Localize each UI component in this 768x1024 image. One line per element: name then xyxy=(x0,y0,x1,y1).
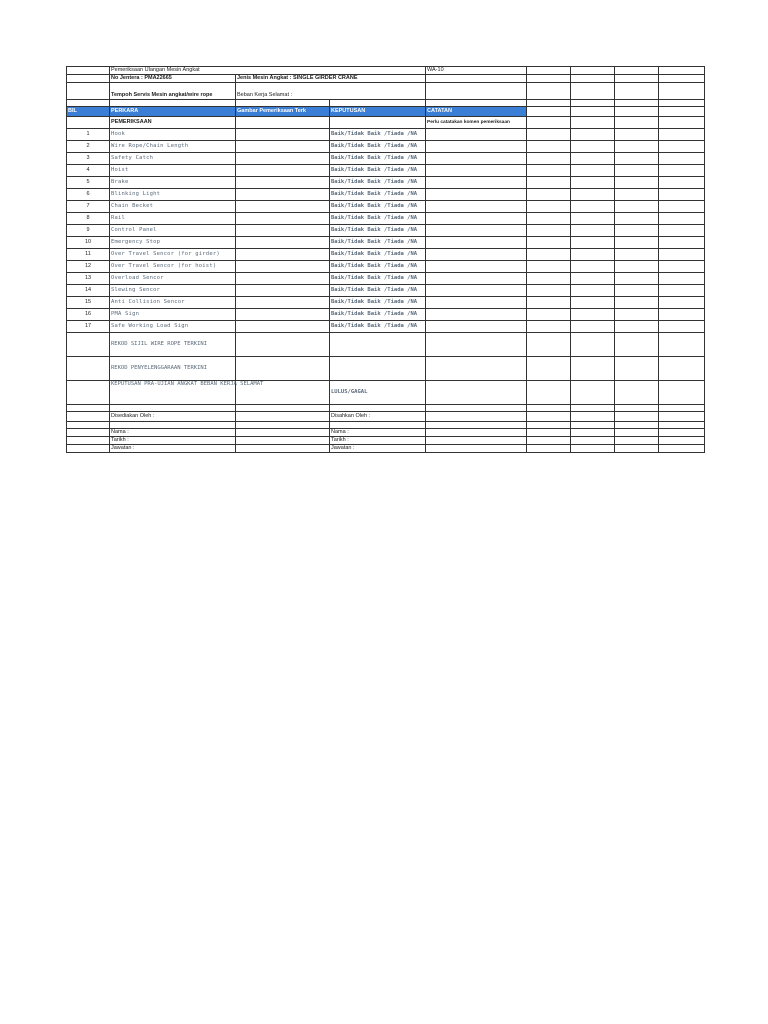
item-number: 13 xyxy=(67,273,110,285)
empty-cell xyxy=(615,165,659,177)
item-result: Baik/Tidak Baik /Tiada /NA xyxy=(330,297,426,309)
inspection-item-row xyxy=(67,201,705,213)
item-name: Over Travel Sencor (for girder) xyxy=(110,249,236,261)
item-result: Baik/Tidak Baik /Tiada /NA xyxy=(330,261,426,273)
item-note-cell xyxy=(426,249,527,261)
record-wire-rope-row xyxy=(67,333,705,357)
subheader-pemeriksaan: PEMERIKSAAN xyxy=(110,117,236,129)
empty-cell xyxy=(527,237,571,249)
empty-cell xyxy=(659,153,705,165)
item-number: 2 xyxy=(67,141,110,153)
empty-cell xyxy=(615,321,659,333)
item-result: Baik/Tidak Baik /Tiada /NA xyxy=(330,189,426,201)
item-number: 8 xyxy=(67,213,110,225)
header-catatan: CATATAN xyxy=(426,107,527,117)
item-number: 11 xyxy=(67,249,110,261)
empty-cell xyxy=(527,309,571,321)
name-left-label: Nama : xyxy=(110,429,236,437)
empty-cell xyxy=(527,189,571,201)
item-number: 12 xyxy=(67,261,110,273)
decision-label: KEPUTUSAN PRA-UJIAN ANGKAT BEBAN KERJA SELAMAT xyxy=(110,381,236,405)
date-right-label: Tarikh : xyxy=(330,437,426,445)
item-result: Baik/Tidak Baik /Tiada /NA xyxy=(330,141,426,153)
empty-cell xyxy=(659,249,705,261)
empty-cell xyxy=(615,201,659,213)
spacer-row xyxy=(67,100,705,107)
item-photo-cell xyxy=(236,189,330,201)
item-note-cell xyxy=(426,309,527,321)
empty-cell xyxy=(571,261,615,273)
empty-cell xyxy=(615,141,659,153)
item-name: Chain Becket xyxy=(110,201,236,213)
empty-cell xyxy=(527,165,571,177)
item-name: Hook xyxy=(110,129,236,141)
decision-value: LULUS/GAGAL xyxy=(330,381,426,405)
empty-cell xyxy=(571,225,615,237)
empty-cell xyxy=(527,177,571,189)
empty-cell xyxy=(615,225,659,237)
empty-cell xyxy=(615,129,659,141)
prepared-by-label: Disediakan Oleh : xyxy=(110,412,236,422)
spacer-row xyxy=(67,405,705,412)
item-name: Slewing Sencor xyxy=(110,285,236,297)
empty-cell xyxy=(571,153,615,165)
empty-cell xyxy=(615,285,659,297)
machine-type: Jenis Mesin Angkat : SINGLE GIRDER CRANE xyxy=(236,75,426,83)
item-name: Over Travel Sencor (for hoist) xyxy=(110,261,236,273)
empty-cell xyxy=(571,189,615,201)
decision-row xyxy=(67,381,705,405)
inspection-item-row xyxy=(67,249,705,261)
empty-cell xyxy=(571,273,615,285)
empty-cell xyxy=(527,261,571,273)
inspection-item-row xyxy=(67,129,705,141)
empty-cell xyxy=(527,201,571,213)
empty-cell xyxy=(659,165,705,177)
item-result: Baik/Tidak Baik /Tiada /NA xyxy=(330,321,426,333)
item-note-cell xyxy=(426,285,527,297)
item-photo-cell xyxy=(236,165,330,177)
item-name: Overload Sencor xyxy=(110,273,236,285)
item-note-cell xyxy=(426,153,527,165)
empty-cell xyxy=(615,261,659,273)
empty-cell xyxy=(527,213,571,225)
empty-cell xyxy=(527,297,571,309)
empty-cell xyxy=(527,141,571,153)
item-note-cell xyxy=(426,237,527,249)
item-note-cell xyxy=(426,225,527,237)
item-photo-cell xyxy=(236,141,330,153)
empty-cell xyxy=(659,189,705,201)
doc-code: WA-10 xyxy=(426,67,527,75)
inspection-item-row xyxy=(67,309,705,321)
empty-cell xyxy=(571,141,615,153)
item-photo-cell xyxy=(236,249,330,261)
empty-cell xyxy=(615,189,659,201)
position-left-label: Jawatan : xyxy=(110,445,236,453)
empty-cell xyxy=(659,297,705,309)
item-number: 15 xyxy=(67,297,110,309)
empty-cell xyxy=(659,201,705,213)
item-note-cell xyxy=(426,201,527,213)
item-result: Baik/Tidak Baik /Tiada /NA xyxy=(330,309,426,321)
item-photo-cell xyxy=(236,201,330,213)
empty-cell xyxy=(615,273,659,285)
empty-cell xyxy=(659,273,705,285)
empty-cell xyxy=(615,297,659,309)
safe-load: Beban Kerja Selamat : xyxy=(236,83,426,100)
item-result: Baik/Tidak Baik /Tiada /NA xyxy=(330,285,426,297)
item-number: 10 xyxy=(67,237,110,249)
machine-row xyxy=(67,75,705,83)
item-number: 1 xyxy=(67,129,110,141)
empty-cell xyxy=(571,249,615,261)
column-header-row xyxy=(67,107,705,117)
empty-cell xyxy=(527,249,571,261)
empty-cell xyxy=(527,129,571,141)
header-keputusan: KEPUTUSAN xyxy=(330,107,426,117)
empty-cell xyxy=(659,177,705,189)
inspection-item-row xyxy=(67,213,705,225)
item-number: 7 xyxy=(67,201,110,213)
item-result: Baik/Tidak Baik /Tiada /NA xyxy=(330,213,426,225)
machine-number: No Jentera : PMA22665 xyxy=(110,75,236,83)
item-photo-cell xyxy=(236,129,330,141)
empty-cell xyxy=(659,129,705,141)
item-number: 4 xyxy=(67,165,110,177)
header-bil: BIL xyxy=(67,107,110,117)
item-number: 3 xyxy=(67,153,110,165)
item-note-cell xyxy=(426,273,527,285)
item-name: Brake xyxy=(110,177,236,189)
item-number: 9 xyxy=(67,225,110,237)
item-photo-cell xyxy=(236,153,330,165)
item-result: Baik/Tidak Baik /Tiada /NA xyxy=(330,153,426,165)
empty-cell xyxy=(615,237,659,249)
service-row xyxy=(67,83,705,100)
item-note-cell xyxy=(426,189,527,201)
item-note-cell xyxy=(426,177,527,189)
item-photo-cell xyxy=(236,261,330,273)
empty-cell xyxy=(527,225,571,237)
record-maintenance: REKOD PENYELENGGARAAN TERKINI xyxy=(110,357,236,381)
inspection-item-row xyxy=(67,285,705,297)
item-name: Blinking Light xyxy=(110,189,236,201)
item-name: Safety Catch xyxy=(110,153,236,165)
item-result: Baik/Tidak Baik /Tiada /NA xyxy=(330,201,426,213)
inspection-item-row xyxy=(67,189,705,201)
header-perkara: PERKARA xyxy=(110,107,236,117)
item-note-cell xyxy=(426,129,527,141)
empty-cell xyxy=(527,285,571,297)
inspection-item-row xyxy=(67,237,705,249)
item-photo-cell xyxy=(236,297,330,309)
title-row xyxy=(67,67,705,75)
catatan-note: Perlu catatakan komen pemeriksaan xyxy=(426,117,527,129)
item-photo-cell xyxy=(236,237,330,249)
item-name: PMA Sign xyxy=(110,309,236,321)
item-photo-cell xyxy=(236,309,330,321)
service-period: Tempoh Servis Mesin angkat/wire rope xyxy=(110,83,236,100)
record-wire-rope: REKOD SIJIL WIRE ROPE TERKINI xyxy=(110,333,236,357)
empty-cell xyxy=(571,129,615,141)
empty-cell xyxy=(615,177,659,189)
item-result: Baik/Tidak Baik /Tiada /NA xyxy=(330,249,426,261)
signature-row xyxy=(67,412,705,422)
inspection-item-row xyxy=(67,225,705,237)
inspection-item-row xyxy=(67,261,705,273)
empty-cell xyxy=(615,249,659,261)
empty-cell xyxy=(659,309,705,321)
item-photo-cell xyxy=(236,225,330,237)
item-result: Baik/Tidak Baik /Tiada /NA xyxy=(330,177,426,189)
item-photo-cell xyxy=(236,321,330,333)
record-maintenance-row xyxy=(67,357,705,381)
empty-cell xyxy=(659,213,705,225)
inspection-item-row xyxy=(67,165,705,177)
position-right-label: Jawatan : xyxy=(330,445,426,453)
inspection-item-row xyxy=(67,153,705,165)
item-result: Baik/Tidak Baik /Tiada /NA xyxy=(330,129,426,141)
inspection-items xyxy=(67,129,705,333)
item-result: Baik/Tidak Baik /Tiada /NA xyxy=(330,225,426,237)
header-gambar: Gambar Pemeriksaan Terk xyxy=(236,107,330,117)
item-number: 17 xyxy=(67,321,110,333)
subheader-row xyxy=(67,117,705,129)
item-photo-cell xyxy=(236,177,330,189)
item-name: Safe Working Load Sign xyxy=(110,321,236,333)
empty-cell xyxy=(571,177,615,189)
item-name: Wire Rope/Chain Length xyxy=(110,141,236,153)
empty-cell xyxy=(659,225,705,237)
item-photo-cell xyxy=(236,273,330,285)
empty-cell xyxy=(571,309,615,321)
approved-by-label: Disahkan Oleh : xyxy=(330,412,426,422)
item-note-cell xyxy=(426,141,527,153)
item-name: Anti Collision Sencor xyxy=(110,297,236,309)
inspection-item-row xyxy=(67,273,705,285)
position-row xyxy=(67,445,705,453)
item-photo-cell xyxy=(236,213,330,225)
item-note-cell xyxy=(426,321,527,333)
empty-cell xyxy=(659,321,705,333)
item-note-cell xyxy=(426,297,527,309)
empty-cell xyxy=(571,297,615,309)
empty-cell xyxy=(571,285,615,297)
item-note-cell xyxy=(426,213,527,225)
empty-cell xyxy=(527,273,571,285)
item-number: 16 xyxy=(67,309,110,321)
item-number: 5 xyxy=(67,177,110,189)
empty-cell xyxy=(571,201,615,213)
empty-cell xyxy=(615,213,659,225)
item-name: Emergency Stop xyxy=(110,237,236,249)
date-row xyxy=(67,437,705,445)
inspection-form-table xyxy=(66,66,705,453)
item-result: Baik/Tidak Baik /Tiada /NA xyxy=(330,273,426,285)
empty-cell xyxy=(659,285,705,297)
spacer-row xyxy=(67,422,705,429)
item-name: Hoist xyxy=(110,165,236,177)
inspection-item-row xyxy=(67,321,705,333)
empty-cell xyxy=(615,153,659,165)
name-row xyxy=(67,429,705,437)
empty-cell xyxy=(659,237,705,249)
empty-cell xyxy=(571,165,615,177)
item-name: Rail xyxy=(110,213,236,225)
inspection-item-row xyxy=(67,141,705,153)
doc-title: Pemeriksaan Ulangan Mesin Angkat xyxy=(110,67,426,75)
empty-cell xyxy=(571,213,615,225)
empty-cell xyxy=(571,237,615,249)
name-right-label: Nama : xyxy=(330,429,426,437)
item-result: Baik/Tidak Baik /Tiada /NA xyxy=(330,237,426,249)
empty-cell xyxy=(615,309,659,321)
item-photo-cell xyxy=(236,285,330,297)
date-left-label: Tarikh : xyxy=(110,437,236,445)
item-number: 6 xyxy=(67,189,110,201)
item-number: 14 xyxy=(67,285,110,297)
item-name: Control Panel xyxy=(110,225,236,237)
inspection-item-row xyxy=(67,297,705,309)
item-note-cell xyxy=(426,165,527,177)
inspection-item-row xyxy=(67,177,705,189)
empty-cell xyxy=(527,321,571,333)
item-note-cell xyxy=(426,261,527,273)
empty-cell xyxy=(527,153,571,165)
empty-cell xyxy=(659,261,705,273)
empty-cell xyxy=(659,141,705,153)
empty-cell xyxy=(571,321,615,333)
item-result: Baik/Tidak Baik /Tiada /NA xyxy=(330,165,426,177)
